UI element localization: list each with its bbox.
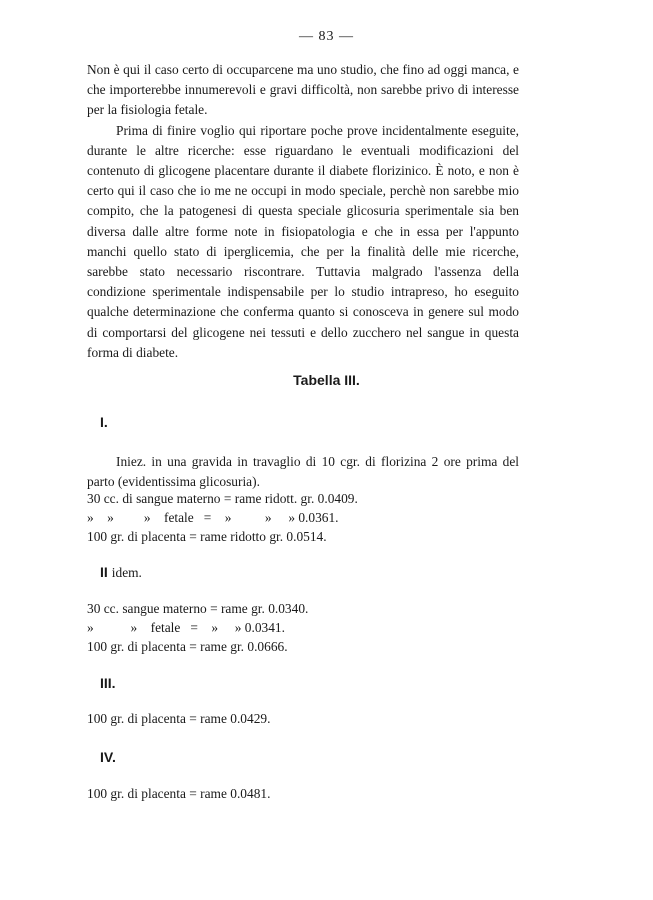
section-heading-suffix: idem. <box>111 565 142 580</box>
measurement-line: » » » fetale = » » » 0.0361. <box>87 510 339 525</box>
section-heading-row <box>100 564 142 582</box>
section-heading: III. <box>100 675 116 691</box>
measurement-line: 100 gr. di placenta = rame 0.0429. <box>87 711 271 726</box>
measurement-line: 100 gr. di placenta = rame 0.0481. <box>87 786 271 801</box>
measurement-line: 100 gr. di placenta = rame ridotto gr. 0.0514. <box>87 529 327 544</box>
table-title: Tabella III. <box>293 372 360 388</box>
paragraph: Non è qui il caso certo di occuparcene ma uno studio, che fino ad oggi manca, e che importerebbe innumerevoli e gravi difficoltà, non sarebbe privo di interesse per la fisiologia fetale. <box>87 62 519 118</box>
measurement-line: 30 cc. sangue materno = rame gr. 0.0340. <box>87 601 309 616</box>
section-intro: Iniez. in una gravida in travaglio di 10 cgr. di florizina 2 ore prima del parto (evidentissima glicosuria). <box>87 454 519 490</box>
section-heading: I. <box>100 414 108 430</box>
body-text <box>87 60 519 363</box>
section-heading: IV. <box>100 749 116 765</box>
measurement-line: 100 gr. di placenta = rame gr. 0.0666. <box>87 639 288 654</box>
page-number: — 83 — <box>299 29 354 44</box>
measurement-line: 30 cc. di sangue materno = rame ridott. gr. 0.0409. <box>87 491 358 506</box>
measurement-line: » » fetale = » » 0.0341. <box>87 620 285 635</box>
paragraph: Prima di finire voglio qui riportare poche prove incidentalmente eseguite, durante le altre ricerche: esse riguardano le eventuali modificazioni del contenuto di glicogene placentare durante il diabete florizinico. È noto, e non è certo qui il caso che io me ne occupi in modo speciale, perchè non sarebbe mio compito, che la patogenesi di questa speciale glicosuria sperimentale sia ben diversa dalle altre forme note in fisiopatologia e che in essa per l'appunto manchi quello stato di iperglicemia, che per la finalità delle mie ricerche, sarebbe stato necessario riscontrare. Tuttavia malgrado l'assenza della condizione sperimentale indispensabile per lo studio intrapreso, ho eseguito qualche determinazione che conferma quanto si conosceva in genere sul modo di comportarsi del glicogene nei tessuti e dello zucchero nel sangue in questa forma di diabete. <box>87 122 519 360</box>
section-heading: II <box>100 564 108 580</box>
